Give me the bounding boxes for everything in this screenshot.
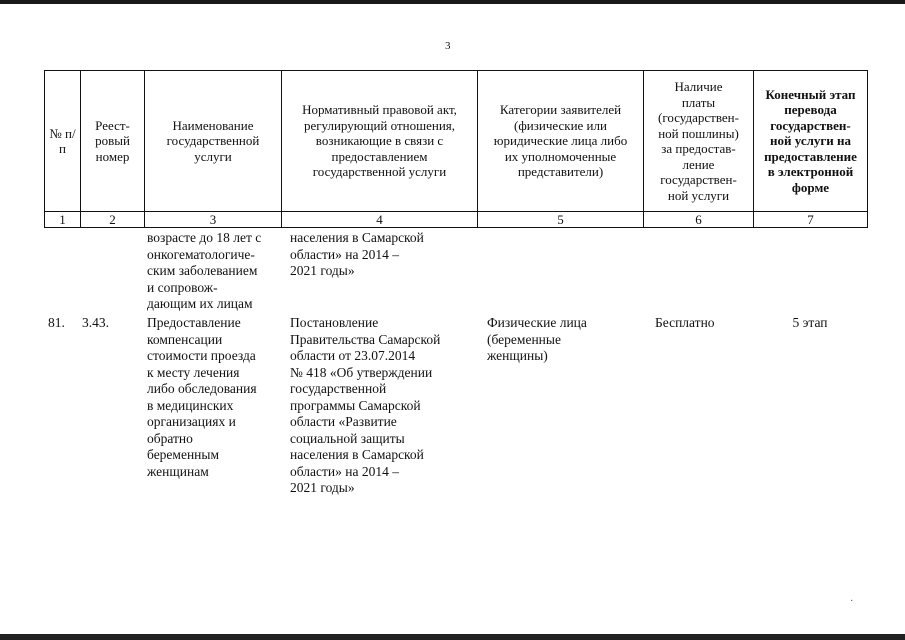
header-col-final-stage: Конечный этап перевода государствен- ной услуги на предоставление в электронной форме: [754, 71, 868, 212]
col-number-7: 7: [754, 212, 868, 228]
col-number-2: 2: [81, 212, 145, 228]
row-registry-number: 3.43.: [82, 315, 109, 330]
scan-top-edge: [0, 0, 905, 4]
header-col-applicants: Категории заявителей (физические или юридические лица либо их уполномоченные представители): [478, 71, 644, 212]
header-col-service-name: Наименование государственной услуги: [145, 71, 282, 212]
services-table-header: [44, 70, 868, 228]
header-col-legal-act: Нормативный правовой акт, регулирующий отношения, возникающие в связи с предоставлением государственной услуги: [282, 71, 478, 212]
header-col-registry: Реест- ровый номер: [81, 71, 145, 212]
scan-bottom-edge: [0, 634, 905, 640]
col-number-4: 4: [282, 212, 478, 228]
col-number-6: 6: [644, 212, 754, 228]
col-number-3: 3: [145, 212, 282, 228]
row-fee: Бесплатно: [655, 315, 715, 330]
col-number-5: 5: [478, 212, 644, 228]
row-number: 81.: [48, 315, 65, 330]
row-service-name: Предоставление компенсации стоимости проезда к месту лечения либо обследования в медицинских организациях и обратно беременным женщинам: [147, 315, 257, 479]
scan-speck: ·: [850, 596, 854, 607]
row-legal-act: Постановление Правительства Самарской области от 23.07.2014 № 418 «Об утверждении государственной программы Самарской области «Развитие социальной защиты населения в Самарской области» на 2014 – 2021 годы»: [290, 315, 441, 495]
page-number: 3: [445, 40, 451, 52]
continuation-legal-act: населения в Самарской области» на 2014 – 2021 годы»: [290, 230, 424, 278]
col-number-1: 1: [45, 212, 81, 228]
continuation-service-name: возрасте до 18 лет с онкогематологиче- ским заболеванием и сопровож- дающим их лицам: [147, 230, 262, 311]
row-final-stage: 5 этап: [792, 315, 828, 330]
header-col-fee: Наличие платы (государствен- ной пошлины) за предостав- ление государствен- ной услуги: [644, 71, 754, 212]
row-applicants: Физические лица (беременные женщины): [487, 315, 587, 363]
header-col-number: № п/п: [45, 71, 81, 212]
